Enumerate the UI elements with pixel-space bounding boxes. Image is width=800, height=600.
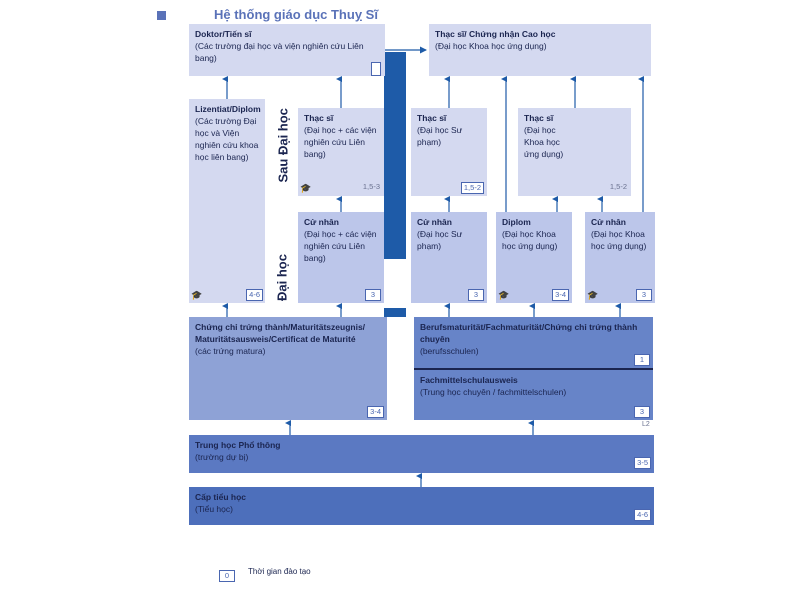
fachmittel-duration: 3 [634, 406, 650, 418]
bachelor-app-title: Cử nhân [591, 217, 626, 227]
master-app-duration: 1,5-2 [609, 182, 627, 191]
high-school-title: Trung học Phổ thông [195, 440, 281, 450]
high-school-duration: 3-5 [634, 457, 651, 469]
fachmittel-desc: (Trung học chuyên / fachmittelschulen) [420, 387, 567, 397]
matura-title: Chứng chỉ trứng thành/Maturitätszeugnis/ Maturitätsausweis/Certificat de Maturité [195, 322, 366, 344]
bachelor-ped-title: Cử nhân [417, 217, 452, 227]
master-app-desc: (Đại học Khoa học ứng dụng) [524, 125, 564, 159]
matura-duration: 3-4 [367, 406, 384, 418]
master-ped-duration: 1,5-2 [461, 182, 484, 194]
lizentiat-duration: 4-6 [246, 289, 263, 301]
legend-symbol: 0 [219, 570, 235, 582]
primary-title: Cấp tiểu học [195, 492, 247, 502]
lizentiat-desc: (Các trường Đại học và Viện nghiên cứu khoa học liên bang) [195, 116, 259, 162]
bachelor-ped-duration: 3 [468, 289, 484, 301]
master-cert-desc: (Đại học Khoa học ứng dụng) [435, 41, 547, 51]
diplom-app-title: Diplom [502, 217, 531, 227]
doktor-desc: (Các trường đại học và viện nghiên cứu Liên bang) [195, 41, 364, 63]
master-uni-title: Thạc sĩ [304, 113, 334, 123]
berufs-title: Berufsmaturität/Fachmaturität/Chứng chỉ trứng thành chuyên [420, 322, 638, 344]
primary-desc: (Tiểu học) [195, 504, 233, 514]
lizentiat-title: Lizentiat/Diplom [195, 104, 261, 114]
label-university: Đại học [274, 254, 290, 301]
fachmittel-note: L2 [642, 421, 650, 428]
bachelor-uni-title: Cử nhân [304, 217, 339, 227]
bachelor-app-desc: (Đại học Khoa học ứng dụng) [591, 229, 647, 251]
matura-desc: (các trứng matura) [195, 346, 266, 356]
doktor-title: Doktor/Tiến sĩ [195, 29, 252, 39]
master-app-title: Thạc sĩ [524, 113, 554, 123]
berufs-duration: 1 [634, 354, 650, 366]
primary-duration: 4-6 [634, 509, 651, 521]
graduation-cap-icon: 🎓 [587, 290, 599, 300]
high-school-desc: (trường dự bị) [195, 452, 249, 462]
diplom-app-desc: (Đại học Khoa học ứng dụng) [502, 229, 558, 251]
master-uni-desc: (Đại học + các viện nghiên cứu Liên bang) [304, 125, 377, 159]
graduation-cap-icon: 🎓 [498, 290, 510, 300]
master-uni-duration: 1,5-3 [362, 182, 380, 191]
graduation-cap-icon: 🎓 [300, 183, 312, 193]
fachmittel-title: Fachmittelschulausweis [420, 375, 518, 385]
bachelor-uni-duration: 3 [365, 289, 381, 301]
master-cert-title: Thạc sĩ/ Chứng nhận Cao học [435, 29, 556, 39]
page-title: Hệ thống giáo dục Thuỵ Sĩ [214, 7, 378, 22]
berufs-desc: (berufsschulen) [420, 346, 479, 356]
bachelor-app-duration: 3 [636, 289, 652, 301]
legend-text: Thời gian đào tạo [248, 567, 311, 576]
master-ped-desc: (Đại học Sư phạm) [417, 125, 463, 147]
graduation-cap-icon: 🎓 [191, 290, 203, 300]
label-postgraduate: Sau Đại học [275, 108, 291, 183]
bachelor-uni-desc: (Đại học + các viện nghiên cứu Liên bang) [304, 229, 377, 263]
master-ped-title: Thạc sĩ [417, 113, 447, 123]
bachelor-ped-desc: (Đại học Sư phạm) [417, 229, 463, 251]
diplom-app-duration: 3-4 [552, 289, 569, 301]
